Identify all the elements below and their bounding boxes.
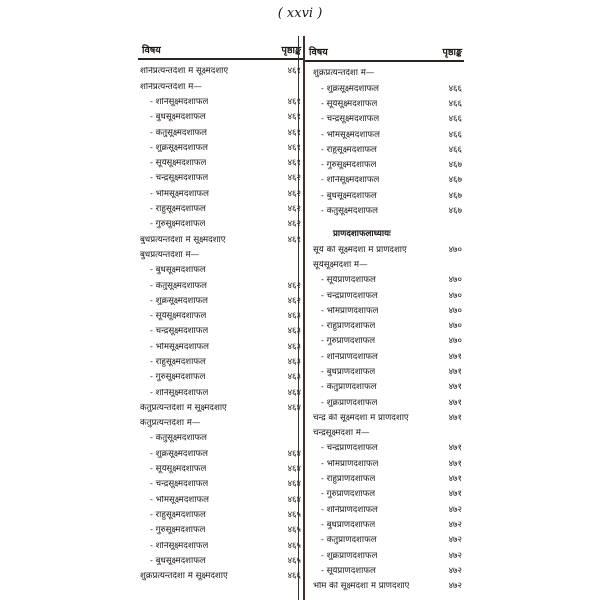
entry-main [138, 401, 303, 416]
entry-page-number: ४६५ [287, 525, 301, 536]
entry-page-number: ४६६ [448, 83, 462, 94]
entry-sub [311, 97, 464, 112]
entry-page-number: ४७२ [448, 504, 462, 515]
entry-sub [138, 339, 303, 354]
contents-column-right [303, 36, 464, 600]
contents-table [138, 36, 464, 600]
entry-label: - केतुसूक्ष्मदशाफल [138, 129, 207, 138]
entry-page-number: ४६५ [287, 555, 301, 566]
entry-page-number: ४६५ [287, 540, 301, 551]
entry-page-number: ४७१ [448, 412, 462, 423]
column-header [305, 36, 464, 62]
entry-main [138, 569, 303, 584]
entry-sub [311, 142, 464, 157]
entry-sub [138, 156, 303, 171]
entry-sub [138, 324, 303, 339]
entry-page-number: ४६७ [448, 190, 462, 201]
entry-page-number: ४७१ [448, 397, 462, 408]
entry-page-number: ४६४ [287, 402, 301, 413]
entry-sub [311, 188, 464, 203]
entry-label: - शनिप्राणदशाफल [311, 506, 378, 515]
entry-main [138, 79, 303, 94]
entry-label: - शुक्रसूक्ष्मदशाफल [138, 297, 208, 306]
entry-sub [138, 523, 303, 538]
entry-label: - भौमप्राणदशाफल [311, 307, 378, 316]
entry-label: - चन्द्रप्राणदशाफल [311, 292, 378, 301]
entry-main [138, 64, 303, 79]
entry-page-number: ४६३ [287, 356, 301, 367]
entry-main [311, 258, 464, 273]
entry-sub [138, 477, 303, 492]
entry-page-number: ४७२ [448, 550, 462, 561]
entry-sub [138, 140, 303, 155]
entry-label: - गुरुसूक्ष्मदशाफल [138, 373, 205, 382]
entry-label: - बुधप्राणदशाफल [311, 521, 375, 530]
entry-sub [311, 158, 464, 173]
entry-page-number: ४६६ [448, 129, 462, 140]
entry-sub [311, 441, 464, 456]
entry-label: - गुरुसूक्ष्मदशाफल [138, 220, 205, 229]
entry-label: - शनिप्राणदशाफल [311, 353, 378, 362]
entry-page-number: ४६१ [287, 234, 301, 245]
entry-page-number: ४६४ [287, 448, 301, 459]
entry-page-number: ४६२ [287, 280, 301, 291]
entry-label: चन्द्र की सूक्ष्मदशा में प्राणदशाएँ [312, 413, 409, 423]
entry-page-number: ४७२ [448, 565, 462, 576]
entry-sub [138, 186, 303, 201]
contents-column-left [138, 36, 303, 600]
entry-sub [138, 278, 303, 293]
entry-label: - सूर्यसूक्ष्मदशाफल [138, 159, 206, 168]
section-gap [311, 219, 464, 227]
entry-page-number: ४६६ [448, 114, 462, 125]
entry-sub [138, 462, 303, 477]
entry-sub [311, 487, 464, 502]
entry-page-number: ४६१ [287, 142, 301, 153]
entry-label: - राहुसूक्ष्मदशाफल [138, 205, 206, 214]
entry-page-number: ४७१ [448, 474, 462, 485]
entry-page-number: ४६१ [287, 127, 301, 138]
entry-sub [311, 502, 464, 517]
entry-label: सूर्यसूक्ष्मदशा में— [312, 260, 368, 270]
entry-page-number: ४७१ [448, 382, 462, 393]
entry-label: बुधप्रत्यन्तर्दशा में— [140, 250, 200, 260]
entry-page-number: ४७० [448, 321, 462, 332]
entry-label: केतुप्रत्यन्तर्दशा में सूक्ष्मदशाएँ [140, 403, 227, 413]
entry-page-number: ४६२ [287, 188, 301, 199]
page-folio: ( xxvi ) [277, 6, 323, 21]
entry-label: - बुधसूक्ष्मदशाफल [138, 557, 206, 566]
entry-main [138, 416, 303, 431]
entry-label: - शुक्रप्राणदशाफल [311, 399, 378, 408]
header-page: पृष्ठाङ्क [442, 47, 462, 58]
entry-sub [311, 548, 464, 563]
entry-sub [311, 472, 464, 487]
header-subject: विषय [308, 47, 328, 58]
entry-sub [138, 492, 303, 507]
entry-label: - भौमसूक्ष्मदशाफल [138, 343, 209, 352]
entry-page-number: ४७१ [448, 366, 462, 377]
entry-page-number: ४६१ [287, 66, 301, 77]
header-subject: विषय [142, 45, 161, 56]
entry-page-number: ४६१ [287, 96, 301, 107]
entry-label: - चन्द्रसूक्ष्मदशाफल [138, 480, 208, 489]
entry-label: - भौमप्राणदशाफल [311, 460, 378, 469]
entry-page-number: ४६७ [448, 206, 462, 217]
entry-label: - चन्द्रसूक्ष्मदशाफल [311, 115, 379, 124]
entry-page-number: ४७० [448, 244, 462, 255]
entry-sub [138, 293, 303, 308]
entry-page-number: ४६५ [287, 509, 301, 520]
entry-sub [311, 81, 464, 96]
entry-label: - राहुसूक्ष्मदशाफल [138, 511, 206, 520]
entry-sub [138, 217, 303, 232]
entry-label: सूर्य की सूक्ष्मदशा में प्राणदशाएँ [312, 245, 407, 255]
entry-label: - राहुसूक्ष्मदशाफल [138, 358, 206, 367]
entry-label: - केतुप्राणदशाफल [311, 383, 377, 392]
entry-sub [311, 456, 464, 471]
entry-sub [138, 370, 303, 385]
entry-list [138, 64, 303, 584]
entry-page-number: ४७० [448, 336, 462, 347]
entry-page-number: ४६२ [287, 219, 301, 230]
entry-page-number: ४६४ [287, 494, 301, 505]
entry-label: - सूर्यप्राणदशाफल [311, 276, 376, 285]
entry-label: - बुधप्राणदशाफल [311, 368, 375, 377]
entry-sub [311, 518, 464, 533]
entry-sub [311, 204, 464, 219]
entry-label: - बुधसूक्ष्मदशाफल [311, 192, 377, 201]
entry-label: - चन्द्रप्राणदशाफल [311, 444, 378, 453]
entry-sub [311, 533, 464, 548]
entry-page-number: ४७२ [448, 535, 462, 546]
entry-sub [311, 365, 464, 380]
entry-label: - भौमसूक्ष्मदशाफल [311, 131, 380, 140]
entry-main [311, 426, 464, 441]
entry-sub [311, 564, 464, 579]
entry-page-number: ४६२ [287, 173, 301, 184]
entry-page-number: ४६३ [287, 341, 301, 352]
entry-label: - केतुसूक्ष्मदशाफल [311, 207, 378, 216]
entry-label: - गुरुप्राणदशाफल [311, 490, 375, 499]
entry-sub [311, 127, 464, 142]
entry-page-number: ४७१ [448, 351, 462, 362]
entry-page-number: ४७० [448, 290, 462, 301]
entry-label: शनिप्रत्यन्तर्दशा में सूक्ष्मदशाएँ [140, 67, 229, 76]
entry-page-number: ४६७ [448, 175, 462, 186]
entry-page-number: ४६४ [287, 464, 301, 475]
entry-label: भौम की सूक्ष्मदशा में प्राणदशाएँ [312, 582, 410, 591]
entry-page-number: ४६४ [287, 479, 301, 490]
entry-label: - गुरुप्राणदशाफल [311, 337, 375, 346]
entry-sub [138, 538, 303, 553]
section-heading [311, 227, 464, 242]
entry-label: - केतुसूक्ष्मदशाफल [138, 282, 207, 291]
entry-page-number: ४७० [448, 305, 462, 316]
entry-sub [138, 385, 303, 400]
entry-page-number: ४६२ [287, 295, 301, 306]
entry-label: - भौमसूक्ष्मदशाफल [138, 190, 209, 199]
entry-page-number: ४६६ [287, 571, 301, 582]
entry-sub [138, 171, 303, 186]
entry-label: - राहुप्राणदशाफल [311, 475, 375, 484]
entry-label: - सूर्यसूक्ष्मदशाफल [138, 465, 206, 474]
entry-page-number: ४६६ [448, 98, 462, 109]
entry-label: - शुक्रसूक्ष्मदशाफल [138, 450, 208, 459]
header-page: पृष्ठाङ्क [281, 45, 301, 56]
entry-sub [138, 431, 303, 446]
entry-page-number: ४७१ [448, 458, 462, 469]
entry-label: - सूर्यसूक्ष्मदशाफल [138, 312, 206, 321]
entry-label: शनिप्रत्यन्तर्दशा में— [140, 82, 202, 92]
entry-sub [138, 202, 303, 217]
entry-sub [138, 508, 303, 523]
entry-label: - शुक्रप्राणदशाफल [311, 552, 378, 561]
entry-page-number: ४६३ [287, 311, 301, 322]
entry-list [305, 66, 464, 594]
entry-sub [138, 95, 303, 110]
entry-main [311, 242, 464, 257]
entry-page-number: ४६४ [287, 387, 301, 398]
entry-main [311, 66, 464, 81]
entry-label: - बुधसूक्ष्मदशाफल [138, 266, 206, 275]
entry-sub [138, 554, 303, 569]
entry-label: - शुक्रसूक्ष्मदशाफल [138, 144, 208, 153]
entry-sub [311, 349, 464, 364]
entry-label: प्राणदशाफलाध्यायः [332, 230, 391, 239]
entry-label: - चन्द्रसूक्ष्मदशाफल [138, 174, 208, 183]
entry-label: - शनिसूक्ष्मदशाफल [138, 542, 208, 551]
entry-label: चन्द्रसूक्ष्मदशा में— [312, 429, 370, 438]
entry-page-number: ४७२ [448, 519, 462, 530]
entry-page-number: ४७१ [448, 443, 462, 454]
entry-sub [311, 288, 464, 303]
entry-label: - शनिसूक्ष्मदशाफल [138, 98, 208, 107]
entry-label: - सूर्यसूक्ष्मदशाफल [311, 100, 377, 109]
entry-label: - राहुसूक्ष्मदशाफल [311, 146, 377, 155]
entry-main [311, 411, 464, 426]
entry-page-number: ४६१ [287, 112, 301, 123]
entry-label: - गुरुसूक्ष्मदशाफल [138, 526, 205, 535]
entry-page-number: ४७० [448, 275, 462, 286]
entry-sub [311, 173, 464, 188]
entry-label: - गुरुसूक्ष्मदशाफल [311, 161, 376, 170]
entry-label: - केतुसूक्ष्मदशाफल [138, 434, 207, 443]
entry-label: - राहुप्राणदशाफल [311, 322, 375, 331]
entry-label: - भौमसूक्ष्मदशाफल [138, 496, 209, 505]
entry-sub [311, 395, 464, 410]
entry-label: - चन्द्रसूक्ष्मदशाफल [138, 327, 208, 336]
entry-page-number: ४६७ [448, 160, 462, 171]
entry-sub [311, 303, 464, 318]
entry-sub [311, 319, 464, 334]
entry-label: शुक्रप्रत्यन्तर्दशा में— [312, 69, 375, 78]
entry-sub [311, 380, 464, 395]
entry-page-number: ४६२ [287, 204, 301, 215]
entry-page-number: ४७२ [448, 581, 462, 592]
entry-main [311, 579, 464, 594]
entry-main [138, 248, 303, 263]
entry-sub [311, 334, 464, 349]
entry-sub [138, 355, 303, 370]
entry-label: - शनिसूक्ष्मदशाफल [311, 176, 379, 185]
entry-main [138, 232, 303, 247]
entry-label: - केतुप्राणदशाफल [311, 536, 377, 545]
entry-label: बुधप्रत्यन्तर्दशा में सूक्ष्मदशाएँ [140, 235, 226, 245]
entry-page-number: ४७१ [448, 489, 462, 500]
entry-sub [138, 263, 303, 278]
column-header [138, 36, 303, 60]
entry-sub [311, 273, 464, 288]
entry-sub [138, 125, 303, 140]
entry-page-number: ४६३ [287, 372, 301, 383]
entry-label: केतुप्रत्यन्तर्दशा में— [140, 419, 201, 428]
entry-page-number: ४६१ [287, 158, 301, 169]
entry-sub [138, 309, 303, 324]
entry-label: - सूर्यप्राणदशाफल [311, 567, 376, 576]
entry-label: शुक्रप्रत्यन्तर्दशा में सूक्ष्मदशाएँ [140, 572, 228, 581]
entry-sub [311, 112, 464, 127]
entry-sub [138, 446, 303, 461]
entry-label: - बुधसूक्ष्मदशाफल [138, 113, 206, 122]
entry-label: - शनिसूक्ष्मदशाफल [138, 389, 208, 398]
entry-page-number: ४६३ [287, 326, 301, 337]
entry-label: - शुक्रसूक्ष्मदशाफल [311, 85, 379, 94]
entry-page-number: ४६६ [448, 144, 462, 155]
entry-sub [138, 110, 303, 125]
